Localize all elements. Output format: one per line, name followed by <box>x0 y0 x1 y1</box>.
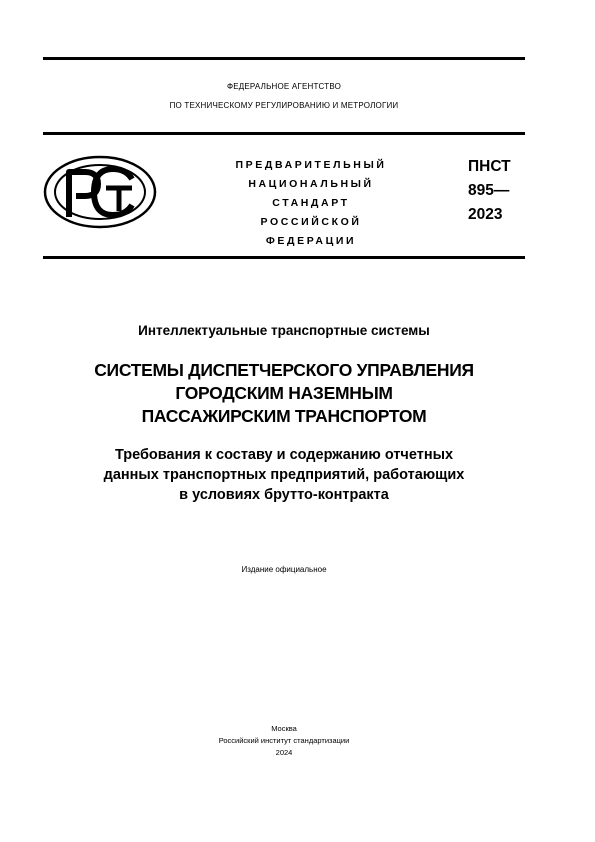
standard-year: 2023 <box>468 206 503 223</box>
imprint-city: Москва <box>271 724 297 733</box>
main-title-line: ГОРОДСКИМ НАЗЕМНЫМ <box>175 383 393 403</box>
imprint-publisher: Российский институт стандартизации <box>218 736 350 745</box>
standard-type-line: РОССИЙСКОЙ <box>260 216 362 228</box>
subtitle-line: данных транспортных предприятий, работающих <box>103 467 465 483</box>
bottom-rule <box>43 256 525 259</box>
standard-prefix: ПНСТ <box>468 158 511 175</box>
standard-number-value: 895— <box>468 182 510 199</box>
edition-note: Издание официальное <box>241 565 327 574</box>
middle-rule <box>43 132 525 135</box>
standard-type-line: СТАНДАРТ <box>272 197 350 209</box>
gost-r-certification-mark-icon <box>43 155 157 229</box>
agency-line-2: ПО ТЕХНИЧЕСКОМУ РЕГУЛИРОВАНИЮ И МЕТРОЛОГИИ <box>169 101 399 110</box>
standard-number <box>468 155 511 227</box>
agency-line-1: ФЕДЕРАЛЬНОЕ АГЕНТСТВО <box>226 82 342 91</box>
main-title-line: ПАССАЖИРСКИМ ТРАНСПОРТОМ <box>141 406 427 426</box>
top-rule <box>43 57 525 60</box>
imprint <box>43 723 525 759</box>
main-title-line: СИСТЕМЫ ДИСПЕТЧЕРСКОГО УПРАВЛЕНИЯ <box>94 360 474 380</box>
standard-type-line: ПРЕДВАРИТЕЛЬНЫЙ <box>235 159 387 171</box>
subtitle-line: Требования к составу и содержанию отчетных <box>114 447 454 463</box>
series-title: Интеллектуальные транспортные системы <box>138 323 430 338</box>
standard-type-line: НАЦИОНАЛЬНЫЙ <box>248 178 374 190</box>
subtitle <box>43 445 525 505</box>
standard-type-line: ФЕДЕРАЦИИ <box>265 235 357 247</box>
imprint-year: 2024 <box>275 748 293 757</box>
subtitle-line: в условиях брутто-контракта <box>179 487 389 503</box>
main-title <box>43 359 525 428</box>
standard-type <box>214 156 408 251</box>
